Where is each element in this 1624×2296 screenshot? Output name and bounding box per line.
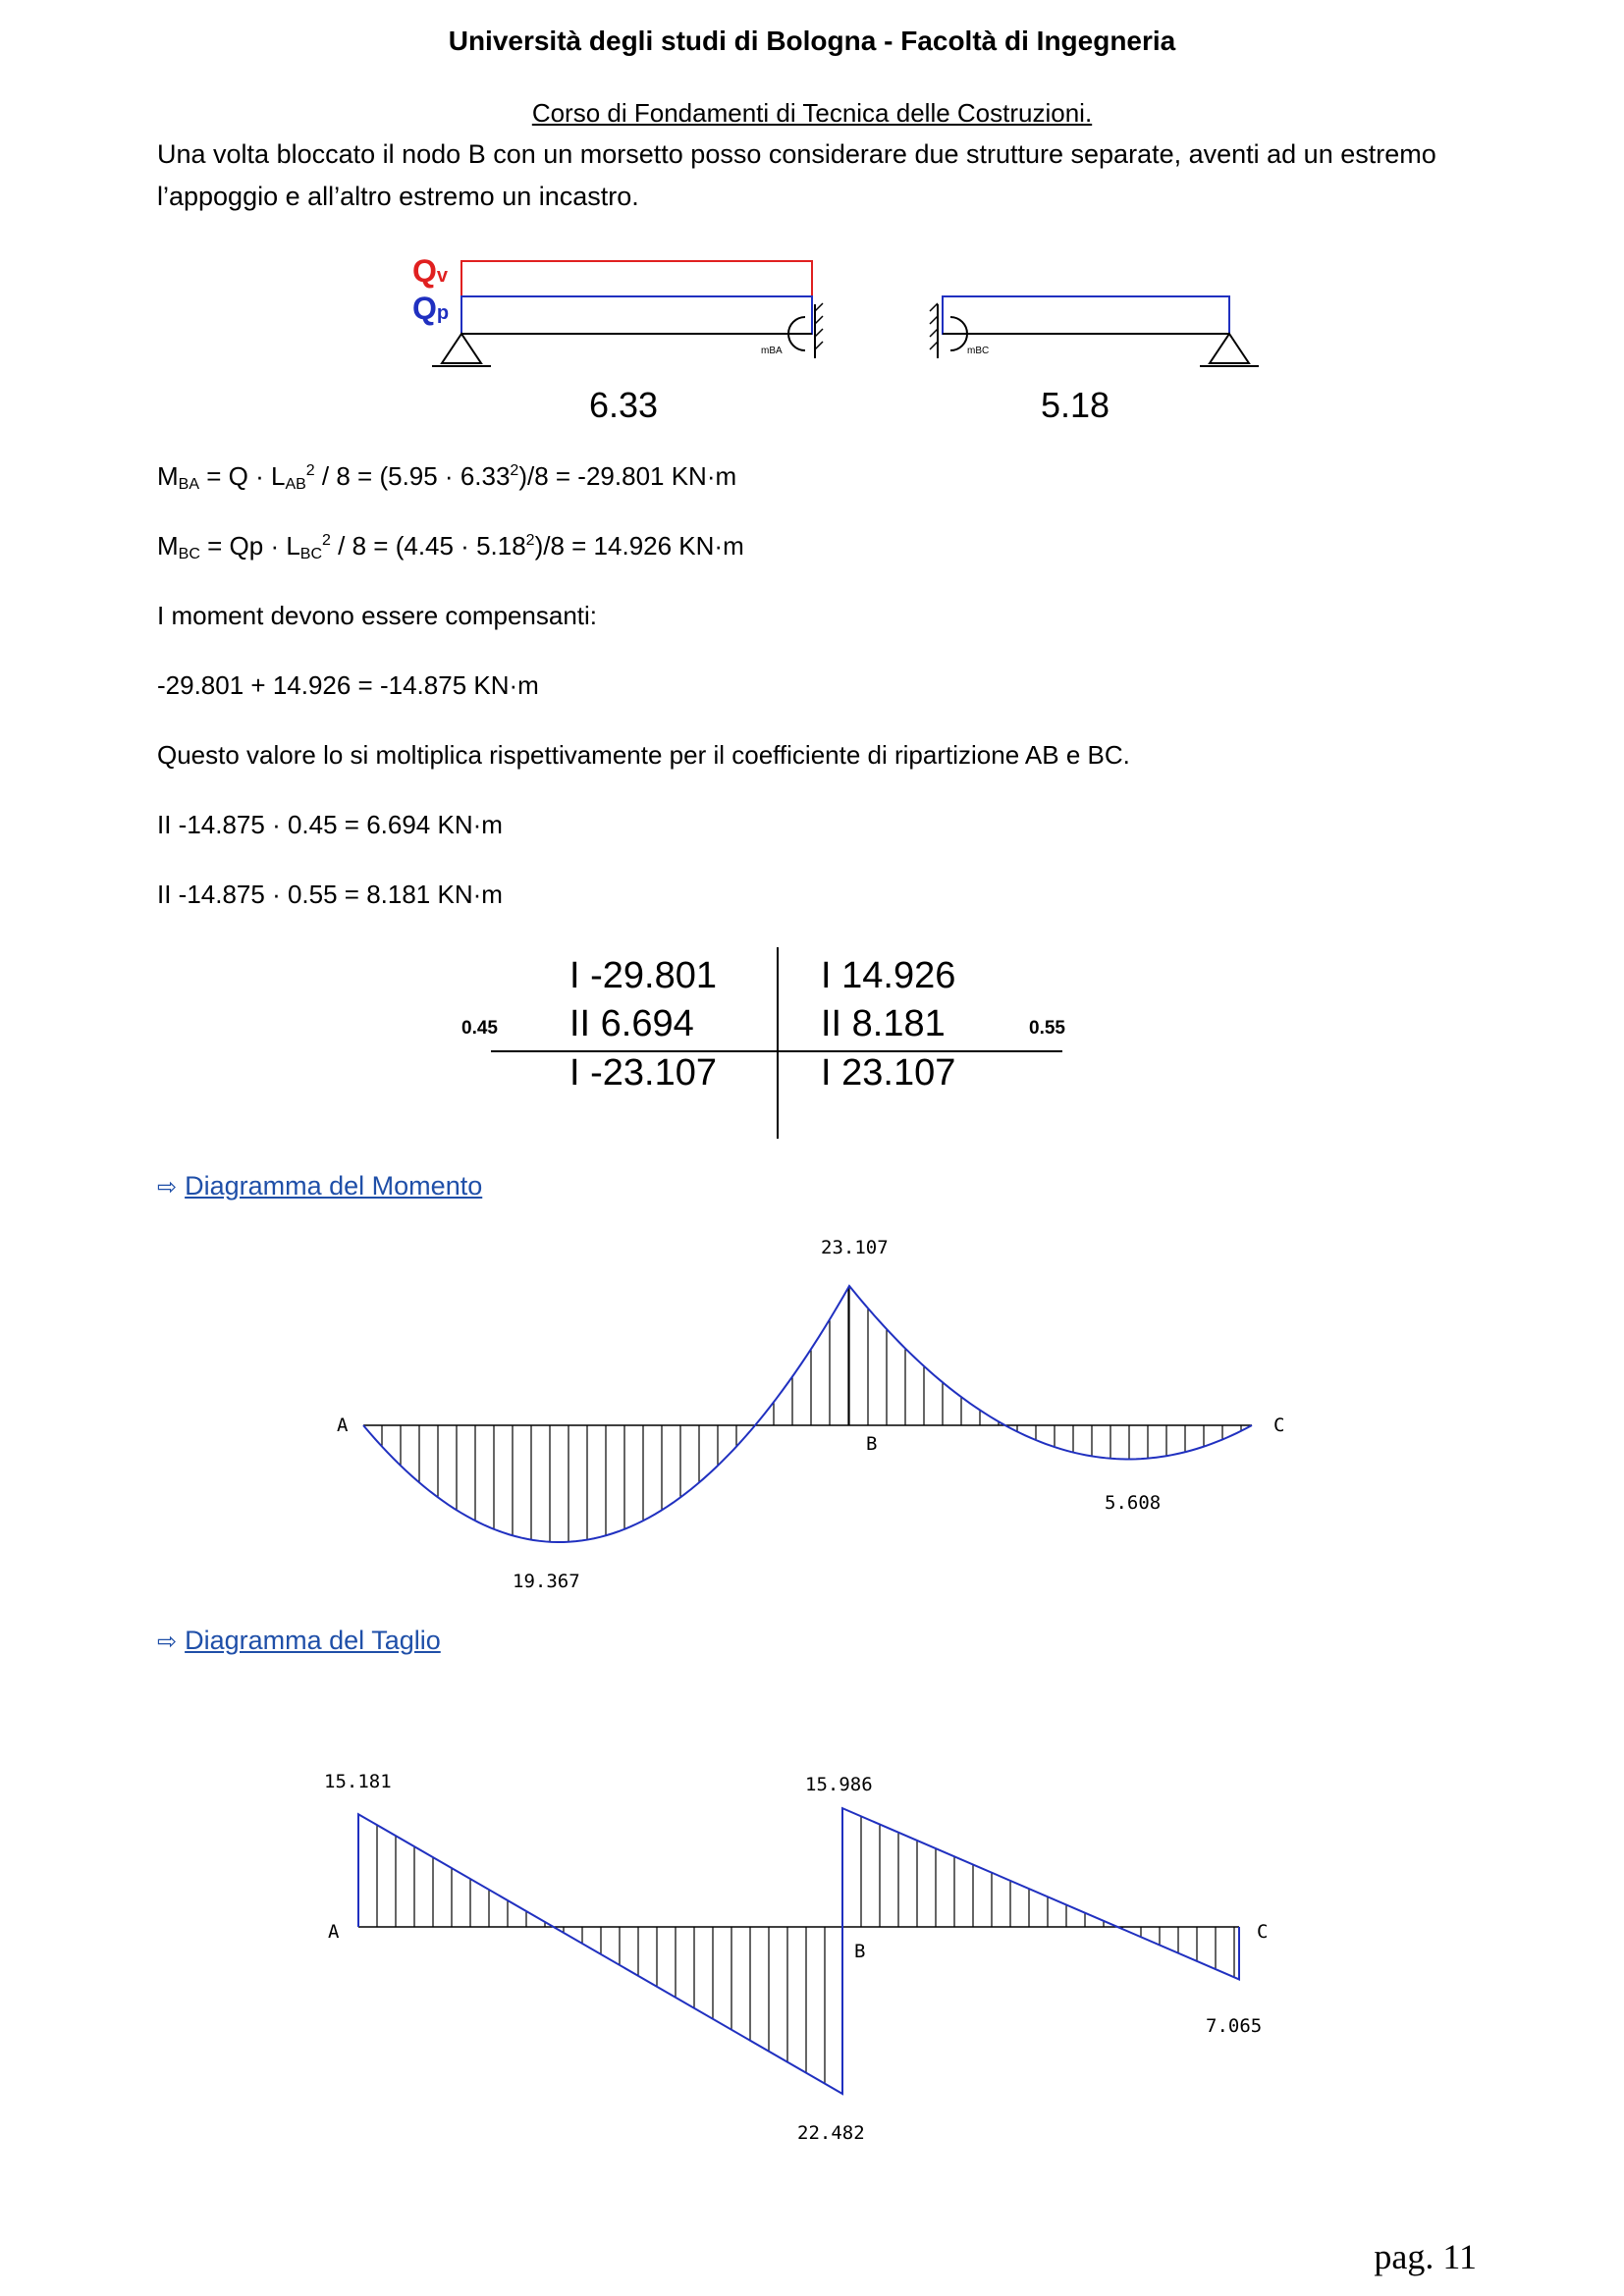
moment-min-bc-label: 5.608 [1105,1492,1162,1514]
shear-label-c: C [1257,1921,1269,1943]
shear-vb-left-label: 22.482 [797,2122,865,2144]
length-ab: 6.33 [589,385,659,425]
table-left-i: I -29.801 [569,955,717,996]
distribute-text: Questo valore lo si moltiplica rispettivamente per il coefficiente di ripartizione AB e BC. [157,740,1130,770]
beam-schematic [403,250,1286,437]
length-bc: 5.18 [1041,385,1110,425]
mbc-label: mBC [967,346,990,356]
qp-label: Qp [412,291,450,326]
document-header: Università degli studi di Bologna - Facoltà di Ingegneria [448,26,1176,56]
shear-vb-right-label: 15.986 [805,1774,873,1795]
shear-diagram-link[interactable]: ⇨ Diagramma del Taglio [157,1626,441,1655]
qp-load-area-ab [461,296,812,334]
qv-label: Qv [412,253,449,289]
dist-ab-equation: II -14.875 · 0.45 = 6.694 KN·m [157,810,503,839]
table-right-total: I 23.107 [821,1052,956,1094]
moment-diagram [0,1217,1624,1610]
table-right-ii: II 8.181 [821,1003,946,1044]
intro-paragraph: Una volta bloccato il nodo B con un morsetto posso considerare due strutture separate, aventi ad un estremo l’appoggio e all’altro estremo un incastro. [157,139,1436,211]
moment-label-b: B [866,1433,878,1455]
moment-min-ab-label: 19.367 [513,1571,580,1592]
shear-outline [358,1808,1239,2094]
shear-vc-label: 7.065 [1206,2015,1263,2037]
page-number: pag. 11 [1374,2237,1477,2276]
course-title: Corso di Fondamenti di Tecnica delle Costruzioni. [531,98,1093,128]
shear-label-a: A [328,1921,340,1943]
table-left-ii: II 6.694 [569,1003,694,1044]
support-a [442,334,481,363]
shear-diagram [0,1767,1624,2140]
sum-equation: -29.801 + 14.926 = -14.875 KN·m [157,670,539,700]
shear-va-label: 15.181 [324,1771,392,1792]
dist-bc-equation: II -14.875 · 0.55 = 8.181 KN·m [157,880,503,909]
moment-diagram-link[interactable]: ⇨ Diagramma del Momento [157,1171,483,1201]
moment-label-c: C [1273,1415,1285,1436]
table-left-total: I -23.107 [569,1052,717,1094]
equation-mba: $M_{BA} = Q \cdot L_{AB}^2 / 8 = (5.95 \cdot 6.33^2)/8 = -29.801$ KN·m [157,461,737,493]
coef-bc: 0.55 [1029,1018,1065,1039]
qp-load-area-bc [943,296,1229,334]
mba-label: mBA [761,346,783,356]
moment-peak-label: 23.107 [821,1237,889,1258]
equation-mbc: $M_{BC} = Qp \cdot L_{BC}^2 / 8 = (4.45 \cdot 5.18^2)/8 = 14.926$ KN·m [157,531,744,562]
table-right-i: I 14.926 [821,955,956,996]
moment-label-a: A [337,1415,349,1436]
compensate-text: I moment devono essere compensanti: [157,601,598,630]
coef-ab: 0.45 [461,1018,498,1039]
support-c [1210,334,1249,363]
qv-load-area [461,261,812,296]
shear-label-b: B [854,1941,866,1962]
